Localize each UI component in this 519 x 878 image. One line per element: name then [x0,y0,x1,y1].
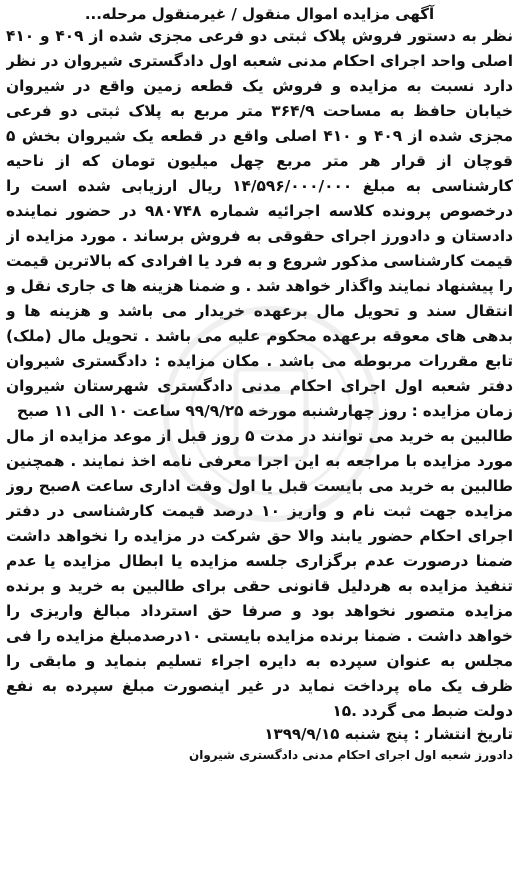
notice-paragraph-auction-details: نظر به دستور فروش پلاک ثبتی دو فرعی مجزی شده از ۴۰۹ و ۴۱۰ اصلی واحد اجرای احکام مدنی شعبه اول دادگستری شیروان در نظر دارد نسبت به مزایده و فروش یک قطعه زمین واقع در شیروان خیابان حافظ به مساحت ۳۶۴/۹ متر مربع به پلاک ثبتی دو فرعی مجزی شده از ۴۰۹ و ۴۱۰ اصلی واقع در قطعه یک شیروان بخش ۵ قوچان از قرار هر متر مربع چهل میلیون تومان که از ناحیه کارشناسی به مبلغ ۱۴/۵۹۶/۰۰۰/۰۰۰ ریال ارزیابی شده است را درخصوص پرونده کلاسه اجرائیه شماره ۹۸۰۷۴۸ در حضور نماینده دادستان و دادورز اجرای حقوقی به فروش برساند . مورد مزایده از قیمت کارشناسی مذکور شروع و به فرد یا افرادی که بالاترین قیمت را پیشنهاد نمایند واگذار خواهد شد . و ضمنا هزینه ها ی جاری نقل و انتقال سند و تحویل مال برعهده خریدار می باشد و هزینه ها و بدهی های معوقه برعهده محکوم علیه می باشد . تحویل مال (ملک) تابع مقررات مربوطه می باشد . مکان مزایده : دادگستری شیروان دفتر شعبه اول اجرای احکام مدنی دادگستری شهرستان شیروان زمان مزایده : روز چهارشنبه مورخه ۹۹/۹/۲۵ ساعت ۱۰ الی ۱۱ صبح [6,27,513,420]
auction-notice [6,4,513,872]
publish-date: تاریخ انتشار : پنج شنبه ۱۳۹۹/۹/۱۵ [264,725,513,743]
notice-title: آگهی مزایده اموال منقول / غیرمنقول مرحله... [84,5,435,23]
signature-line: دادورز شعبه اول اجرای احکام مدنی دادگستری شیروان [188,748,513,762]
notice-paragraph-bidder-conditions: طالبین به خرید می توانند در مدت ۵ روز قبل از موعد مزایده از مال مورد مزایده با مراجعه به این اجرا معرفی نامه اخذ نمایند . همچنین طالبین به خرید می بایست قبل یا اول وقت اداری ساعت ۸صبح روز مزایده جهت ثبت نام و واریز ۱۰ درصد قیمت کارشناسی در دفتر اجرای احکام حضور یابند والا حق شرکت در مزایده را نخواهد داشت ضمنا درصورت عدم برگزاری جلسه مزایده یا ابطال مزایده یا عدم تنفیذ مزایده به هردلیل قانونی حقی برای طالبین به خرید و برنده مزایده متصور نخواهد بود و صرفا حق استرداد مبالغ واریزی را خواهد داشت . ضمنا برنده مزایده بایستی ۱۰درصدمبلغ مزایده را فی مجلس به عنوان سپرده به دایره اجراء تسلیم بنماید و مابقی را ظرف یک ماه پرداخت نماید در غیر اینصورت مبلغ سپرده به نفع دولت ضبط می گردد .۱۵ [6,427,513,720]
